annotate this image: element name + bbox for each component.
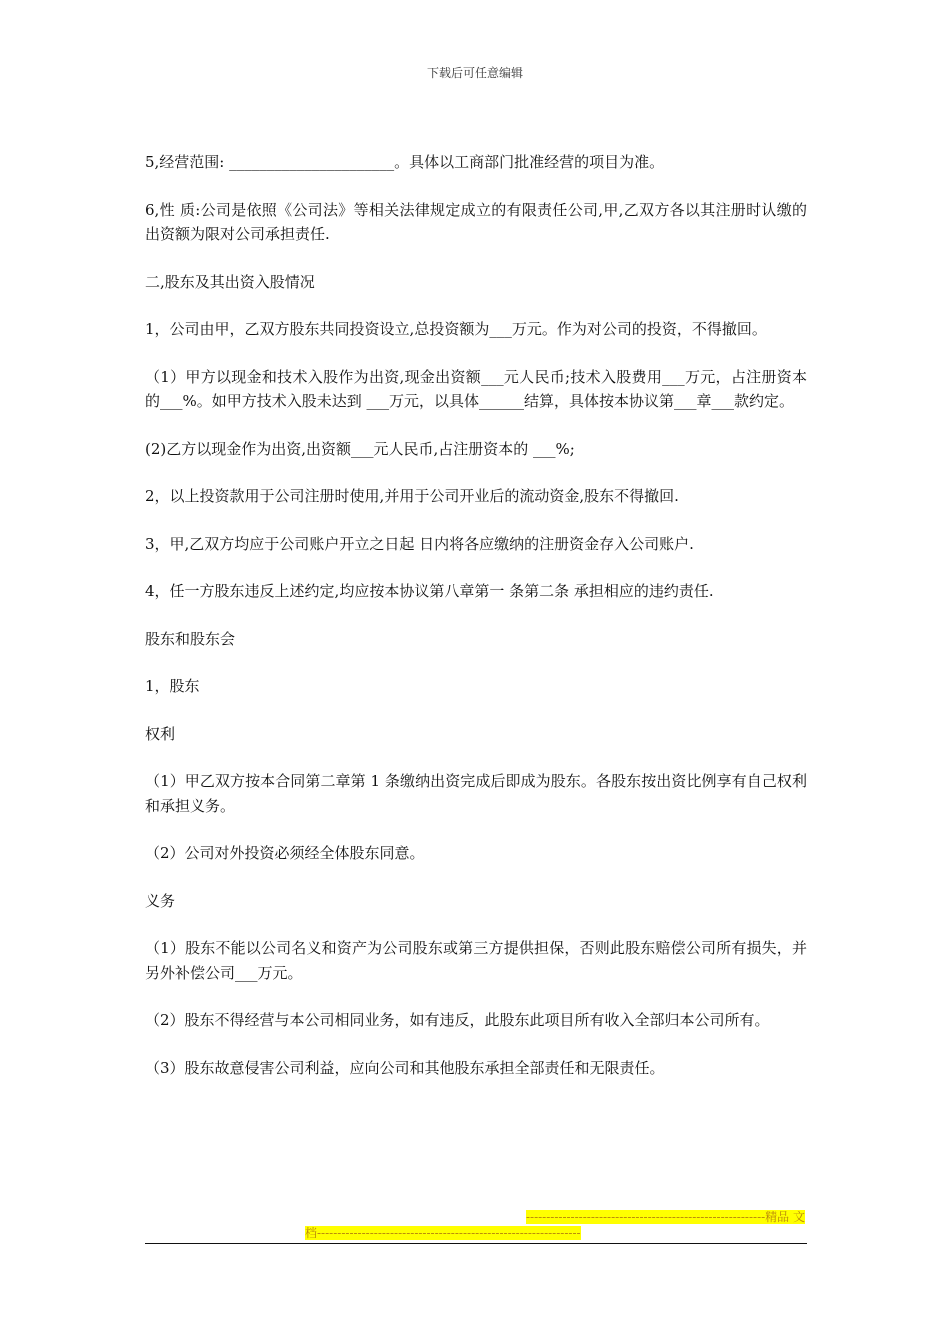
document-body [145,150,807,1103]
footer-watermark-line-2: 档----------------------------------------------------------------- [305,1226,581,1240]
paragraph-investment-use: 2，以上投资款用于公司注册时使用,并用于公司开业后的流动资金,股东不得撤回. [145,487,679,505]
subheading-obligations: 义务 [145,891,176,910]
subheading-rights: 权利 [145,724,176,743]
paragraph-company-nature: 6,性 质:公司是依照《公司法》等相关法律规定成立的有限责任公司,甲,乙双方各以其注册时认缴的出资额为限对公司承担责任. [145,200,807,243]
paragraph-total-investment: 1，公司由甲，乙双方股东共同投资设立,总投资额为___万元。作为对公司的投资，不得撤回。 [145,320,767,338]
subheading-shareholders: 1，股东 [145,677,200,695]
paragraph-party-a-contribution: （1）甲方以现金和技术入股作为出资,现金出资额___元人民币;技术入股费用___万元，占注册资本的___%。如甲方技术入股未达到 ___万元，以具体______结算，具体按本协议第___章___款约定。 [145,367,807,410]
section-heading-shareholders-investment: 二,股东及其出资入股情况 [145,272,315,291]
section-heading-shareholders-meeting: 股东和股东会 [145,629,236,648]
paragraph-obligation-1: （1）股东不能以公司名义和资产为公司股东或第三方提供担保，否则此股东赔偿公司所有损失，并另外补偿公司___万元。 [145,939,807,982]
page-header: 下载后可任意编辑 [426,66,523,80]
paragraph-business-scope: 5,经营范围: ______________________。具体以工商部门批准经营的项目为准。 [145,153,665,171]
footer-divider [145,1243,807,1244]
footer-watermark-line-1: -----------------------------------------------------------精品 文 [525,1210,805,1224]
paragraph-party-b-contribution: (2)乙方以现金作为出资,出资额___元人民币,占注册资本的 ___%; [145,439,575,458]
paragraph-right-1: （1）甲乙双方按本合同第二章第 1 条缴纳出资完成后即成为股东。各股东按出资比例享有自己权利和承担义务。 [145,772,807,815]
paragraph-obligation-3: （3）股东故意侵害公司利益，应向公司和其他股东承担全部责任和无限责任。 [145,1058,665,1077]
paragraph-right-2: （2）公司对外投资必须经全体股东同意。 [145,844,425,862]
paragraph-breach-liability: 4，任一方股东违反上述约定,均应按本协议第八章第一 条第二条 承担相应的违约责任. [145,582,714,600]
paragraph-capital-deposit: 3，甲,乙双方均应于公司账户开立之日起 日内将各应缴纳的注册资金存入公司账户. [145,534,694,553]
paragraph-obligation-2: （2）股东不得经营与本公司相同业务，如有违反，此股东此项目所有收入全部归本公司所有。 [145,1011,770,1029]
